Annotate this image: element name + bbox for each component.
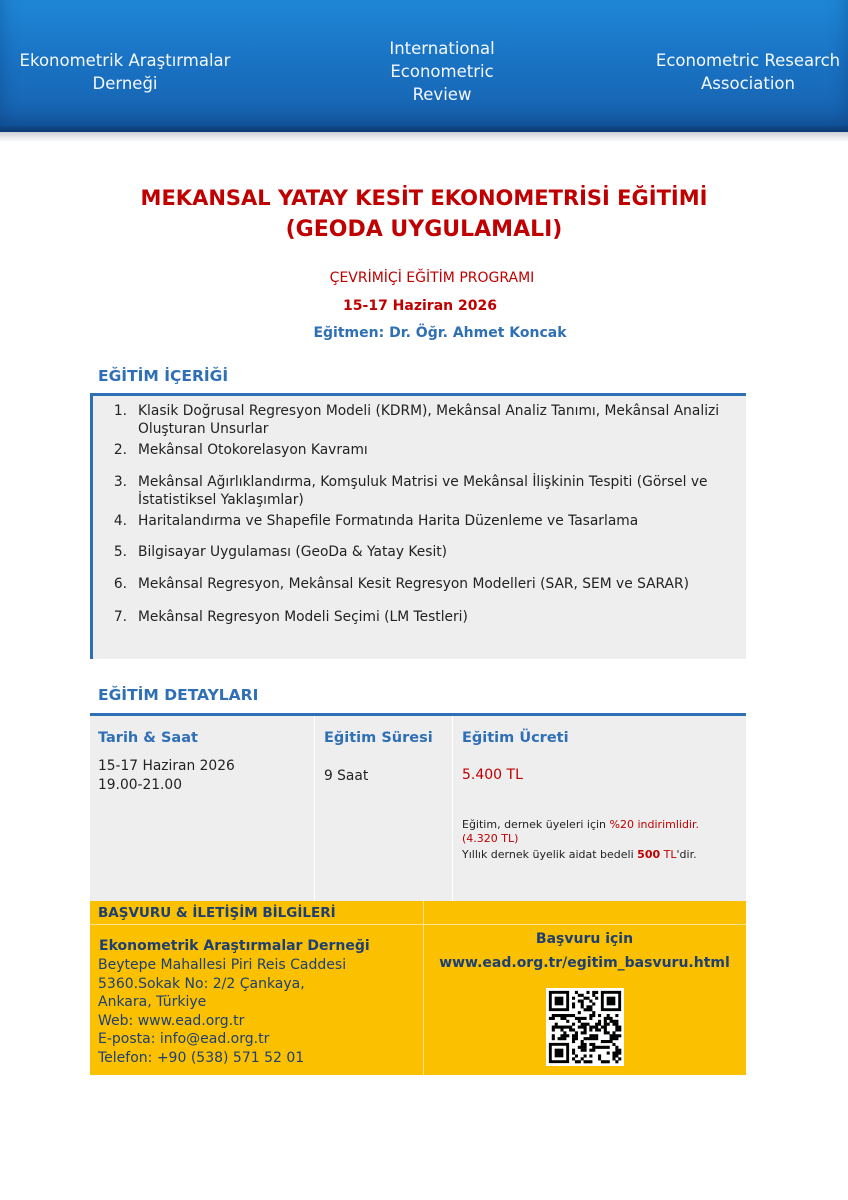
program-dates: 15-17 Haziran 2026 xyxy=(343,298,497,314)
training-fee: 5.400 TL xyxy=(462,767,523,783)
list-item-text: Mekânsal Regresyon, Mekânsal Kesit Regresyon Modelleri (SAR, SEM ve SARAR) xyxy=(138,576,689,592)
column-divider xyxy=(452,716,453,901)
header-center-line2: Econometric xyxy=(390,62,494,81)
website-link[interactable]: Web: www.ead.org.tr xyxy=(98,1012,245,1029)
discount-note xyxy=(462,818,699,832)
fee-header: Eğitim Ücreti xyxy=(462,730,569,746)
header-center-line1: International xyxy=(389,39,495,58)
discount-note-text: Eğitim, dernek üyeleri için xyxy=(462,818,610,831)
list-item-text: Mekânsal Otokorelasyon Kavramı xyxy=(138,442,368,458)
header-left-org xyxy=(14,49,236,95)
apply-label: Başvuru için xyxy=(535,931,634,947)
content-list xyxy=(90,393,746,659)
header-center-journal xyxy=(352,37,532,106)
list-item xyxy=(107,543,737,561)
program-trainer: Eğitmen: Dr. Öğr. Ahmet Koncak xyxy=(313,325,567,341)
details-heading: EĞİTİM DETAYLARI xyxy=(98,686,259,704)
content-heading: EĞİTİM İÇERİĞİ xyxy=(98,367,229,385)
training-time: 19.00-21.00 xyxy=(98,777,182,793)
program-name: ÇEVRİMİÇİ EĞİTİM PROGRAMI xyxy=(329,270,535,286)
header-right-org xyxy=(640,49,848,95)
banner-shadow xyxy=(0,132,848,142)
header-left-line2: Derneği xyxy=(92,74,158,93)
duration-header: Eğitim Süresi xyxy=(324,730,433,746)
list-item-number: 4. xyxy=(113,513,127,529)
list-item-number: 5. xyxy=(113,544,127,560)
header-right-line2: Association xyxy=(701,74,795,93)
membership-suffix: 'dir. xyxy=(676,848,697,861)
column-divider xyxy=(314,716,315,901)
page-title xyxy=(60,182,788,246)
membership-fee: 500 xyxy=(637,848,661,861)
list-item xyxy=(107,608,737,626)
title-line2: (GEODA UYGULAMALI) xyxy=(285,217,563,242)
email-link[interactable]: E-posta: info@ead.org.tr xyxy=(98,1031,270,1047)
header-left-line1: Ekonometrik Araştırmalar xyxy=(19,51,231,70)
membership-note xyxy=(462,848,697,862)
address-line1: Beytepe Mahallesi Piri Reis Caddesi xyxy=(98,957,347,973)
organization-name: Ekonometrik Araştırmalar Derneği xyxy=(99,938,370,954)
list-item-text: Bilgisayar Uygulaması (GeoDa & Yatay Kesit) xyxy=(138,544,448,560)
date-time-header: Tarih & Saat xyxy=(98,730,198,746)
membership-currency: TL xyxy=(660,848,677,861)
contact-column-divider xyxy=(423,901,424,1075)
header-right-line1: Econometric Research xyxy=(655,51,841,70)
list-item-text: Mekânsal Regresyon Modeli Seçimi (LM Testleri) xyxy=(138,609,468,625)
list-item-text: Haritalandırma ve Shapefile Formatında Harita Düzenleme ve Tasarlama xyxy=(138,513,639,529)
address-line2: 5360.Sokak No: 2/2 Çankaya, xyxy=(98,975,305,992)
list-item xyxy=(107,441,737,459)
list-item-number: 6. xyxy=(113,576,127,592)
details-table xyxy=(90,713,746,901)
list-item xyxy=(107,512,737,530)
apply-url-link[interactable]: www.ead.org.tr/egitim_basvuru.html xyxy=(439,955,730,971)
title-line1: MEKANSAL YATAY KESİT EKONOMETRİSİ EĞİTİMİ xyxy=(140,186,708,210)
contact-details xyxy=(98,956,346,1067)
qr-code-graphic xyxy=(546,988,624,1066)
address-line3: Ankara, Türkiye xyxy=(98,994,207,1010)
header-banner xyxy=(0,0,848,132)
list-item-text: Mekânsal Ağırlıklandırma, Komşuluk Matrisi ve Mekânsal İlişkinin Tespiti (Görsel ve İstatistiksel Yaklaşımlar) xyxy=(138,474,708,508)
qr-code-icon[interactable] xyxy=(546,988,624,1066)
discount-rate: %20 indirimlidir. xyxy=(609,818,699,831)
header-center-line3: Review xyxy=(412,85,472,104)
list-item xyxy=(107,473,737,509)
list-item-number: 2. xyxy=(113,442,127,458)
list-item xyxy=(107,575,737,593)
training-date: 15-17 Haziran 2026 xyxy=(98,758,235,774)
list-item-number: 3. xyxy=(113,474,127,490)
training-duration: 9 Saat xyxy=(324,768,369,784)
contact-section xyxy=(90,901,746,1075)
discounted-fee: (4.320 TL) xyxy=(462,832,519,845)
membership-note-text: Yıllık dernek üyelik aidat bedeli xyxy=(462,848,638,861)
list-item-number: 7. xyxy=(113,609,127,625)
contact-heading: BAŞVURU & İLETİŞİM BİLGİLERİ xyxy=(98,905,336,921)
list-item xyxy=(107,402,737,438)
phone-number: Telefon: +90 (538) 571 52 01 xyxy=(98,1049,305,1066)
list-item-number: 1. xyxy=(113,403,127,419)
list-item-text: Klasik Doğrusal Regresyon Modeli (KDRM), Mekânsal Analiz Tanımı, Mekânsal Analizi Oluşturan Unsurlar xyxy=(138,403,720,437)
